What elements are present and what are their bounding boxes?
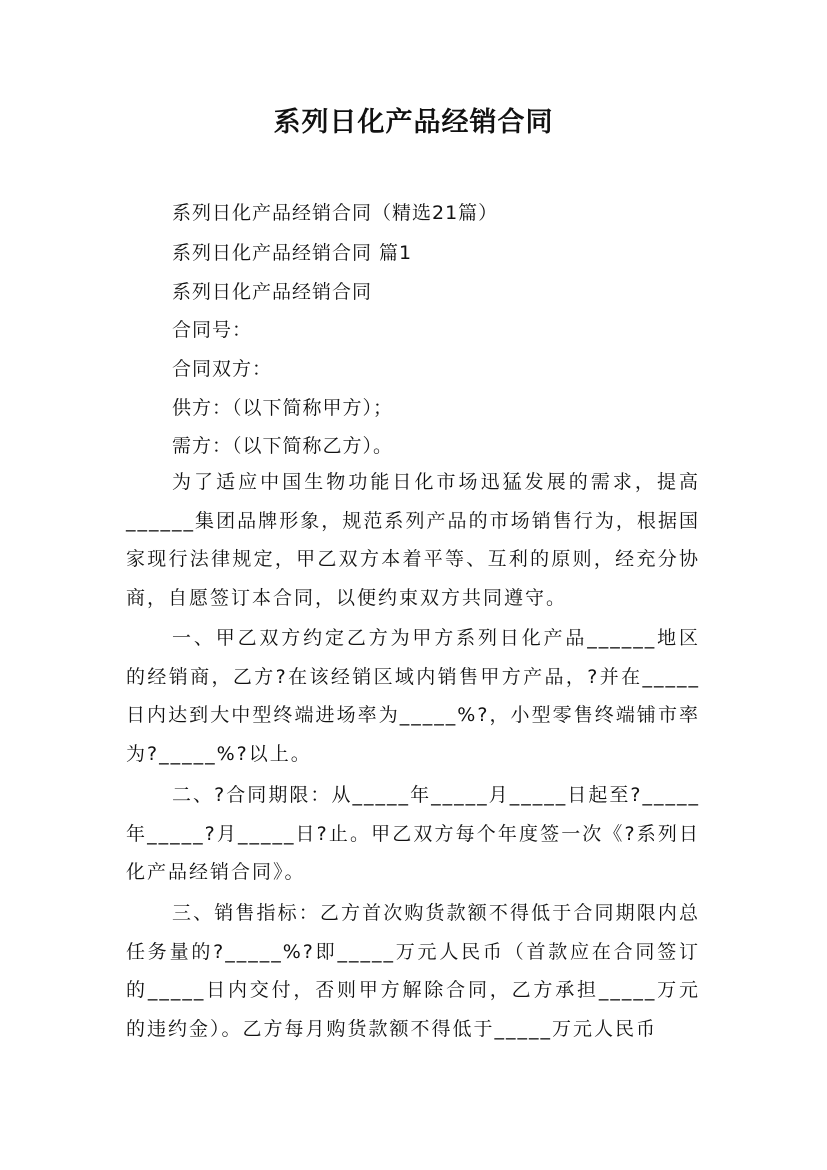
- intro-paragraph: 为了适应中国生物功能日化市场迅猛发展的需求，提高______集团品牌形象，规范系列产品的市场销售行为，根据国家现行法律规定，甲乙双方本着平等、互利的原则，经充分协商，自愿签订本合同，以便约束双方共同遵守。: [126, 471, 700, 609]
- clause-3-paragraph: 三、销售指标：乙方首次购货款额不得低于合同期限内总任务量的?_____%?即_____万元人民币（首款应在合同签订的_____日内交付，否则甲方解除合同，乙方承担_____万元的违约金）。乙方每月购货款额不得低于_____万元人民币: [126, 902, 700, 1040]
- document-title: 系列日化产品经销合同: [273, 107, 554, 138]
- subtitle-line: 系列日化产品经销合同（精选21篇）: [172, 202, 499, 224]
- contract-number-line: 合同号：: [172, 319, 253, 341]
- buyer-line: 需方：（以下简称乙方）。: [172, 435, 394, 457]
- supplier-line: 供方：（以下简称甲方）；: [172, 397, 394, 419]
- contract-name-line: 系列日化产品经销合同: [172, 281, 373, 303]
- clause-2-paragraph: 二、?合同期限：从_____年_____月_____日起至?_____年_____?月_____日?止。甲乙双方每个年度签一次《?系列日化产品经销合同》。: [126, 784, 700, 883]
- clause-1-paragraph: 一、甲乙双方约定乙方为甲方系列日化产品______地区的经销商，乙方?在该经销区域内销售甲方产品，?并在_____日内达到大中型终端进场率为_____%?，小型零售终端铺市率为?_____%?以上。: [126, 627, 700, 765]
- contract-parties-line: 合同双方：: [172, 358, 273, 380]
- chapter-heading: 系列日化产品经销合同 篇1: [172, 242, 413, 264]
